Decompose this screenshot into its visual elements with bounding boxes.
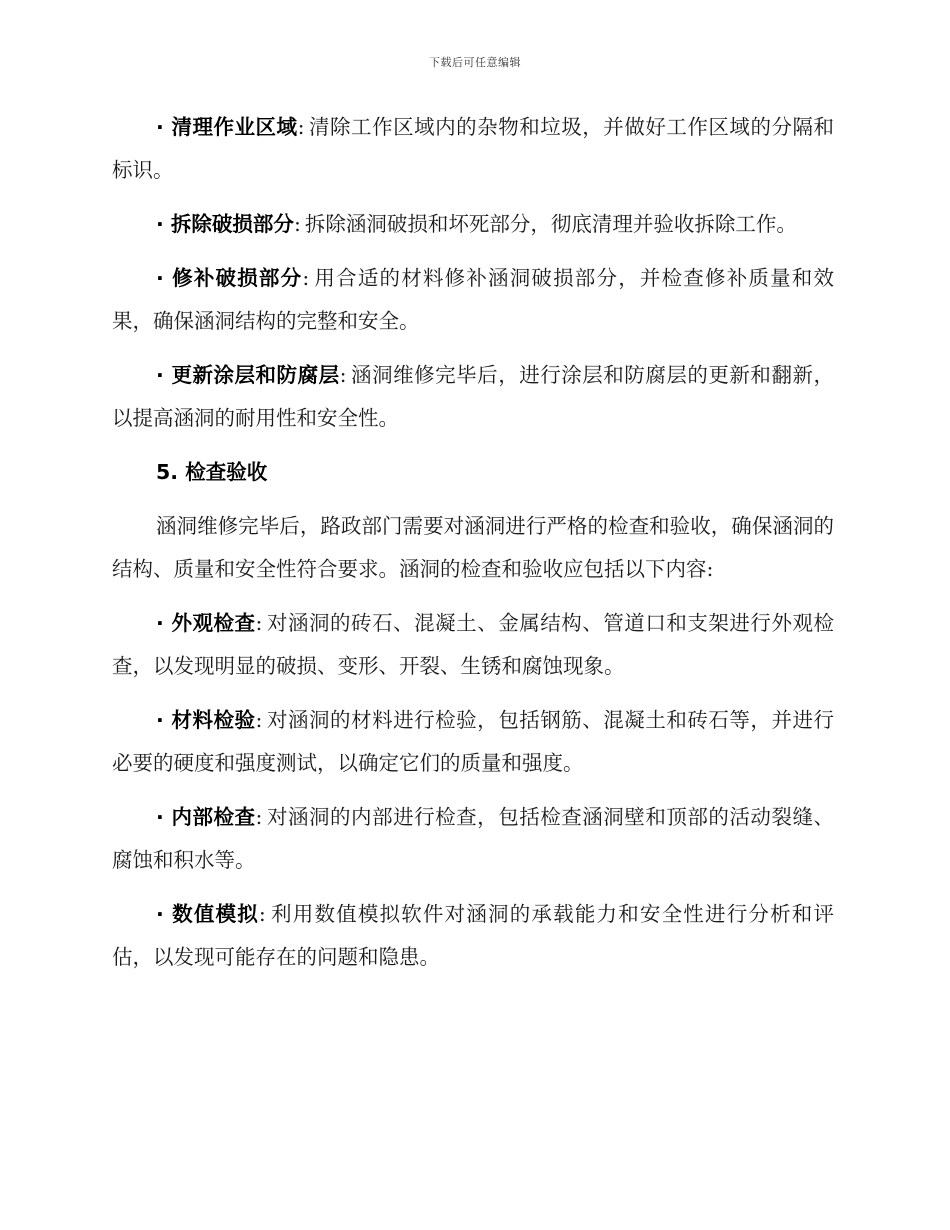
item-text: 拆除涵洞破损和坏死部分，彻底清理并验收拆除工作。 [304,212,797,236]
item-text: 用合适的材料修补涵洞破损部分，并检查修补质量和效果，确保涵洞结构的完整和安全。 [112,266,834,333]
list-item-coating [112,354,834,440]
document-body [112,106,834,990]
item-term: · 外观检查 [156,611,256,635]
list-item-simulation [112,893,834,979]
item-colon: : [255,708,263,732]
item-colon: : [339,363,347,387]
item-term: · 材料检验 [156,708,256,732]
item-term: · 修补破损部分 [156,266,303,290]
list-item-cleanup [112,106,834,192]
item-term: · 数值模拟 [156,902,259,926]
list-item-material [112,699,834,785]
item-text: 对涵洞的内部进行检查，包括检查涵洞壁和顶部的活动裂缝、腐蚀和积水等。 [112,805,834,872]
section-intro: 涵洞维修完毕后，路政部门需要对涵洞进行严格的检查和验收，确保涵洞的结构、质量和安全性符合要求。涵洞的检查和验收应包括以下内容: [112,514,834,581]
section-heading: 5. 检查验收 [156,460,268,484]
item-colon: : [255,611,263,635]
list-item-appearance [112,602,834,688]
item-term: · 拆除破损部分 [156,212,294,236]
item-text: 清除工作区域内的杂物和垃圾，并做好工作区域的分隔和标识。 [112,115,834,182]
list-item-demolition [112,203,834,246]
item-term: · 更新涂层和防腐层 [156,363,340,387]
list-item-interior [112,796,834,882]
item-text: 对涵洞的材料进行检验，包括钢筋、混凝土和砖石等，并进行必要的硬度和强度测试，以确定它们的质量和强度。 [112,708,834,775]
item-term: · 清理作业区域 [156,115,298,139]
list-item-repair [112,257,834,343]
item-text: 涵洞维修完毕后，进行涂层和防腐层的更新和翻新，以提高涵洞的耐用性和安全性。 [112,363,834,430]
item-colon: : [297,115,305,139]
item-term: · 内部检查 [156,805,256,829]
page-header: 下载后可任意编辑 [429,56,521,69]
item-text: 利用数值模拟软件对涵洞的承载能力和安全性进行分析和评估，以发现可能存在的问题和隐患。 [112,902,834,969]
item-text: 对涵洞的砖石、混凝土、金属结构、管道口和支架进行外观检查，以发现明显的破损、变形、开裂、生锈和腐蚀现象。 [112,611,834,678]
item-colon: : [293,212,301,236]
item-colon: : [302,266,310,290]
item-colon: : [258,902,266,926]
item-colon: : [255,805,263,829]
